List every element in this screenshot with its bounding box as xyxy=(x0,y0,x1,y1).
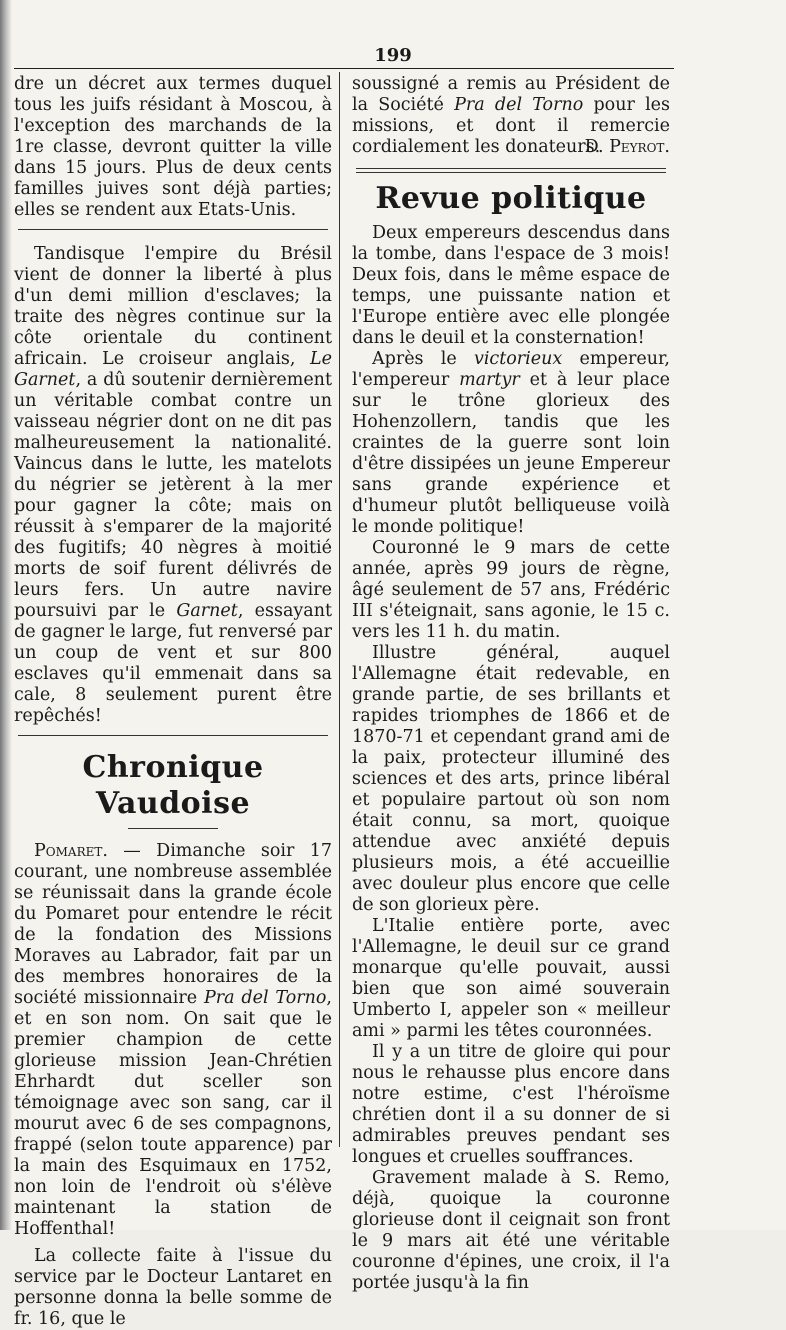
column-divider xyxy=(339,72,340,1147)
section-rule xyxy=(18,735,328,736)
article-paragraph: Pomaret. — Dimanche soir 17 courant, une nombreuse assemblée se réunissait dans la grande école du Pomaret pour entendre le récit de la fondation des Missions Moraves au Labrador, fait par un des membres honoraires de la société missionnaire Pra del Torno, et en son nom. On sait que le premier champion de cette glorieuse mission Jean-Chrétien Ehrhardt dut sceller son témoignage avec son sang, car il mourut avec 6 de ses compagnons, frappé (selon toute apparence) par la main des Esquimaux en 1752, non loin de l'endroit où s'élève maintenant la station de Hoffenthal! xyxy=(14,841,332,1239)
section-rule xyxy=(18,229,328,230)
article-paragraph: Gravement malade à S. Remo, déjà, quoique la couronne glorieuse dont il ceignait son front le 9 mars ait été une véritable couronne d'épines, une croix, il l'a portée jusqu'à la fin xyxy=(352,1168,670,1293)
section-heading: Revue politique xyxy=(375,181,647,216)
article-paragraph: Deux empereurs descendus dans la tombe, dans l'espace de 3 mois! Deux fois, dans le même espace de temps, une puissante nation et l'Europe entière avec elle plongée dans le deuil et la consternation! xyxy=(352,223,670,348)
article-paragraph: Couronné le 9 mars de cette année, après 99 jours de règne, âgé seulement de 57 ans, Frédéric III s'éteignait, sans agonie, le 15 c. vers les 11 h. du matin. xyxy=(352,538,670,642)
article-paragraph: soussigné a remis au Président de la Société Pra del Torno pour les missions, et dont il remercie cordialement les donateurs. xyxy=(352,74,670,157)
right-column xyxy=(352,74,670,1294)
article-paragraph: Après le victorieux empereur, l'empereur martyr et à leur place sur le trône glorieux des Hohenzollern, tandis que les craintes de la guerre sont loin d'être dissipées un jeune Empereur sans grande expérience et d'humeur plutôt belliqueuse voilà le monde politique! xyxy=(352,349,670,537)
left-column xyxy=(14,74,332,1330)
page-edge-shadow xyxy=(0,0,12,1230)
signature: D. Peyrot. xyxy=(584,137,670,157)
article-paragraph: L'Italie entière porte, avec l'Allemagne, le deuil sur ce grand monarque qu'elle pouvait, aussi bien que son aimé souverain Umberto I, appeler son « meilleur ami » parmi les têtes couronnées. xyxy=(352,916,670,1041)
heading-rule xyxy=(128,828,218,829)
page-number: 199 xyxy=(374,45,412,66)
header-rule xyxy=(14,68,674,69)
article-paragraph: Tandisque l'empire du Brésil vient de donner la liberté à plus d'un demi million d'esclaves; la traite des nègres continue sur la côte orientale du continent africain. Le croiseur anglais, Le Garnet, a dû soutenir dernièrement un véritable combat contre un vaisseau négrier dont on ne dit pas malheureusement la nationalité. Vaincus dans le lutte, les matelots du négrier se jetèrent à la mer pour gagner la côte; mais on réussit à s'emparer de la majorité des fugitifs; 40 nègres à moitié morts de soif furent délivrés de leurs fers. Un autre navire poursuivi par le Garnet, essayant de gagner le large, fut renversé par un coup de vent et sur 800 esclaves qu'il emmenait dans sa cale, 8 seulement purent être repêchés! xyxy=(14,244,332,726)
article-paragraph: dre un décret aux termes duquel tous les juifs résidant à Moscou, à l'exception des marchands de la 1re classe, devront quitter la ville dans 15 jours. Plus de deux cents familles juives sont déjà parties; elles se rendent aux Etats-Unis. xyxy=(14,74,332,220)
article-paragraph: Il y a un titre de gloire qui pour nous le rehausse plus encore dans notre estime, c'est l'héroïsme chrétien dont il a su donner de si admirables preuves pendant ses longues et cruelles souffrances. xyxy=(352,1042,670,1167)
article-paragraph: Illustre général, auquel l'Allemagne était redevable, en grande partie, de ses brillants et rapides triomphes de 1866 et de 1870-71 et cependant grand ami de la paix, protecteur illuminé des sciences et des arts, prince libéral et populaire partout où son nom était connu, sa mort, quoique attendue avec anxiété depuis plusieurs mois, a été accueillie avec douleur plus encore que celle de son glorieux père. xyxy=(352,643,670,915)
section-rule xyxy=(356,168,666,173)
section-heading: Chronique Vaudoise xyxy=(82,750,264,821)
article-paragraph: La collecte faite à l'issue du service par le Docteur Lantaret en personne donna la belle somme de fr. 16, que le xyxy=(14,1246,332,1329)
